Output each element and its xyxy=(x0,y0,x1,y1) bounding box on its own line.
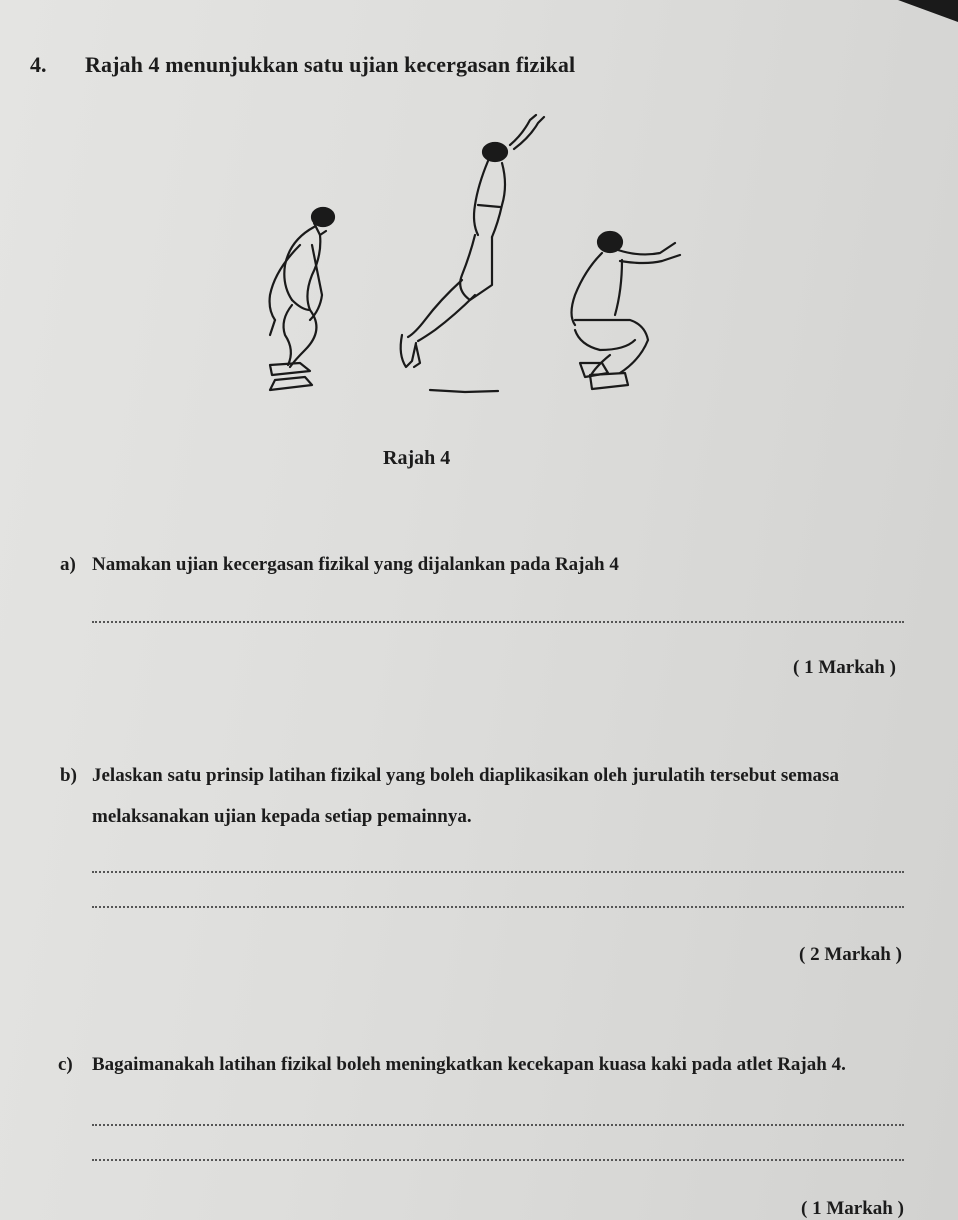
figure-caption: Rajah 4 xyxy=(383,447,451,469)
jump-illustration xyxy=(230,105,720,415)
part-c-answer-line-2[interactable] xyxy=(92,1159,904,1161)
part-b-question-line2: melaksanakan ujian kepada setiap pemainnya. xyxy=(92,806,472,827)
part-c-question: Bagaimanakah latihan fizikal boleh meningkatkan kecekapan kuasa kaki pada atlet Rajah 4. xyxy=(92,1054,846,1075)
part-b-marks: ( 2 Markah ) xyxy=(799,944,902,965)
part-b-label: b) xyxy=(60,765,77,786)
part-c-label: c) xyxy=(58,1054,73,1075)
part-b-answer-line-2[interactable] xyxy=(92,906,904,908)
part-b-answer-line-1[interactable] xyxy=(92,871,904,873)
part-c-answer-line-1[interactable] xyxy=(92,1124,904,1126)
question-number: 4. xyxy=(30,52,47,77)
part-a-label: a) xyxy=(60,554,76,575)
part-a-answer-line[interactable] xyxy=(92,621,904,623)
part-a-marks: ( 1 Markah ) xyxy=(793,657,896,678)
athlete-jump-figure xyxy=(401,115,544,392)
athlete-landing-figure xyxy=(572,232,681,389)
page-corner-shadow xyxy=(898,0,958,22)
question-title: Rajah 4 menunjukkan satu ujian kecergasan fizikal xyxy=(85,52,576,77)
part-c-marks: ( 1 Markah ) xyxy=(801,1198,904,1219)
athlete-crouch-figure xyxy=(270,208,334,390)
part-b-question-line1: Jelaskan satu prinsip latihan fizikal yang boleh diaplikasikan oleh jurulatih tersebut semasa xyxy=(92,765,839,786)
part-a-question: Namakan ujian kecergasan fizikal yang dijalankan pada Rajah 4 xyxy=(92,554,619,575)
